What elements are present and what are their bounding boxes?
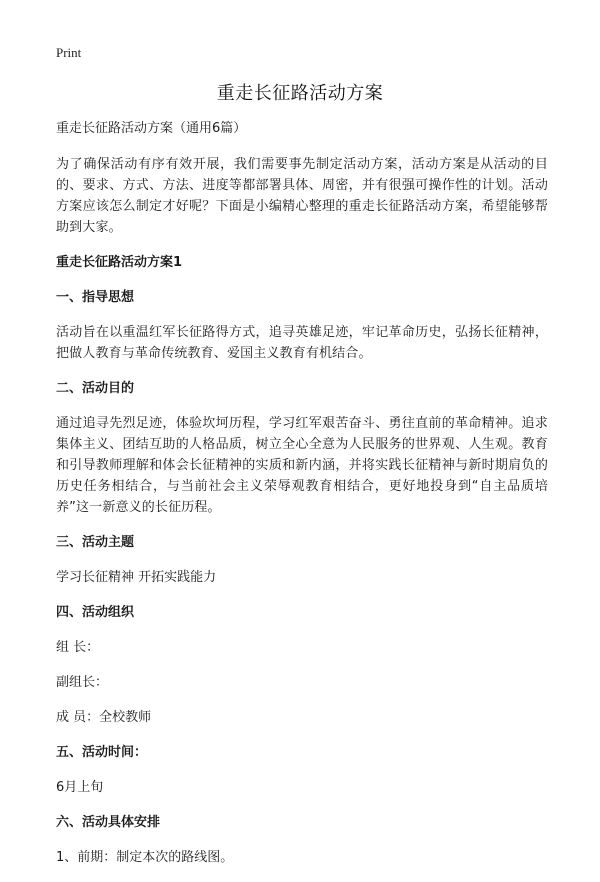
document-title: 重走长征路活动方案	[216, 83, 384, 104]
document-subtitle: 重走长征路活动方案（通用6篇）	[56, 121, 247, 136]
print-label: Print	[56, 45, 82, 60]
org-deputy: 副组长：	[56, 675, 109, 690]
heading-guiding-ideology: 一、指导思想	[56, 290, 135, 305]
section-title: 重走长征路活动方案1	[56, 255, 183, 270]
paragraph-activity-purpose: 通过追寻先烈足迹，体验坎坷历程，学习红军艰苦奋斗、勇往直前的革命精神。追求集体主义、团结互助的人格品质，树立全心全意为人民服务的世界观、人生观。教育和引导教师理解和体会长征精神的实质和新内涵，并将实践长征精神与新时期肩负的历史任务相结合，与当前社会主义荣辱观教育相结合，更好地投身到“自主品质培养”这一新意义的长征历程。	[56, 416, 548, 515]
document-body	[56, 118, 548, 882]
paragraph-activity-time: 6月上旬	[56, 780, 104, 795]
org-members: 成 员：全校教师	[56, 710, 152, 725]
paragraph-guiding-ideology: 活动旨在以重温红军长征路得方式，追寻英雄足迹，牢记革命历史，弘扬长征精神，把做人教育与革命传统教育、爱国主义教育有机结合。	[56, 325, 548, 361]
org-leader: 组 长：	[56, 640, 100, 655]
heading-activity-arrangement: 六、活动具体安排	[56, 815, 161, 830]
intro-paragraph: 为了确保活动有序有效开展，我们需要事先制定活动方案，活动方案是从活动的目的、要求、方式、方法、进度等都部署具体、周密，并有很强可操作性的计划。活动方案应该怎么制定才好呢？下面是小编精心整理的重走长征路活动方案，希望能够帮助到大家。	[56, 157, 548, 235]
paragraph-activity-arrangement: 1、前期：制定本次的路线图。	[56, 850, 234, 865]
heading-activity-purpose: 二、活动目的	[56, 381, 135, 396]
heading-activity-organization: 四、活动组织	[56, 605, 135, 620]
heading-activity-theme: 三、活动主题	[56, 535, 135, 550]
heading-activity-time: 五、活动时间：	[56, 745, 148, 760]
paragraph-activity-theme: 学习长征精神 开拓实践能力	[56, 570, 217, 585]
